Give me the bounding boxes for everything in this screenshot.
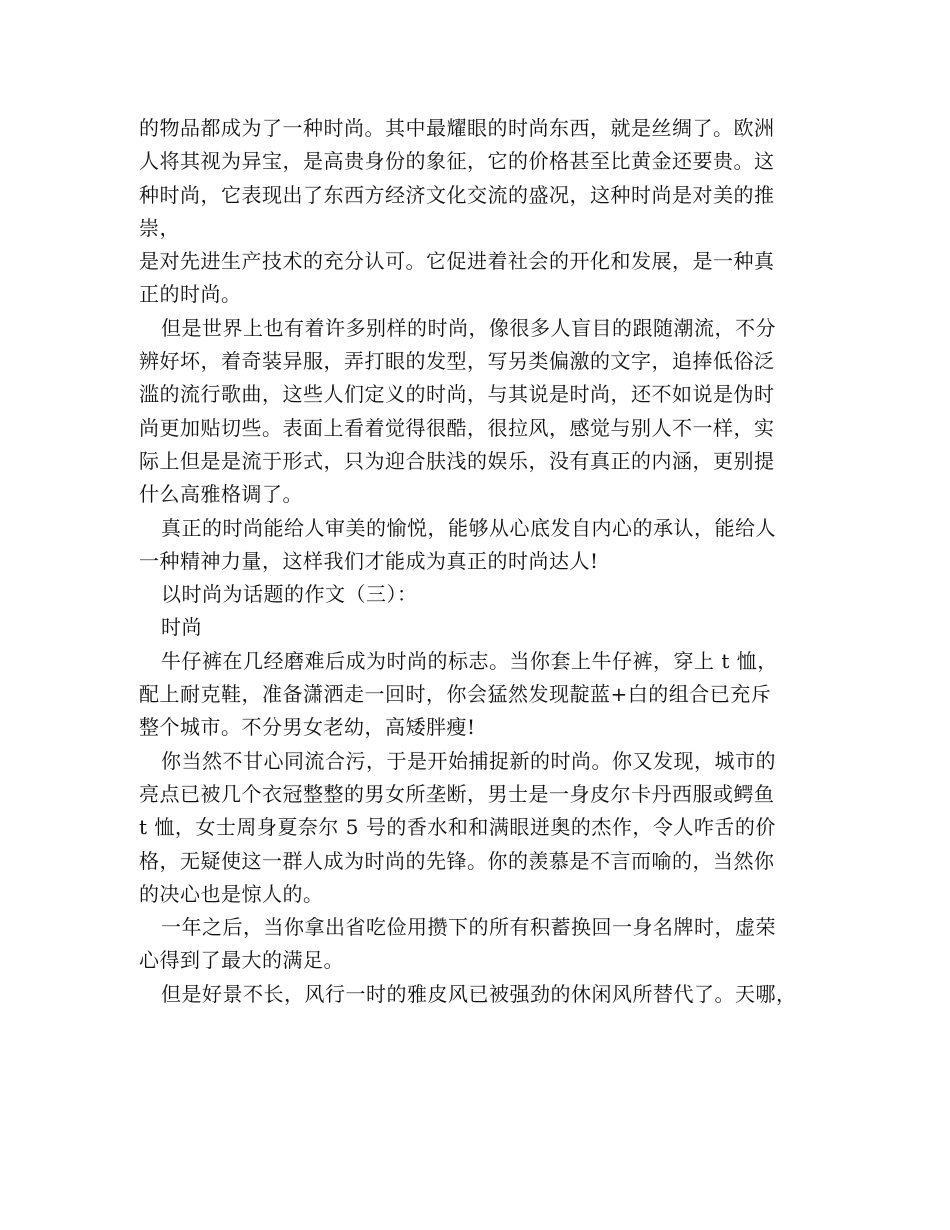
text-line: 种时尚，它表现出了东西方经济文化交流的盛况，这种时尚是对美的推 xyxy=(139,182,775,207)
text-line: 格，无疑使这一群人成为时尚的先锋。你的羡慕是不言而喻的，当然你 xyxy=(139,848,775,873)
text-line: 时尚 xyxy=(161,615,202,640)
text-line: 牛仔裤在几经磨难后成为时尚的标志。当你套上牛仔裤，穿上 t 恤， xyxy=(161,648,778,673)
text-line: 一年之后，当你拿出省吃俭用攒下的所有积蓄换回一身名牌时，虚荣 xyxy=(161,915,776,940)
text-line: 崇， xyxy=(139,215,180,240)
text-line: t 恤，女士周身夏奈尔 5 号的香水和和满眼迸奥的杰作，令人咋舌的价 xyxy=(139,815,776,840)
text-line: 什么高雅格调了。 xyxy=(139,482,303,507)
text-line: 的决心也是惊人的。 xyxy=(139,881,324,906)
text-line: 你当然不甘心同流合污，于是开始捕捉新的时尚。你又发现，城市的 xyxy=(161,748,776,773)
text-line: 人将其视为异宝，是高贵身份的象征，它的价格甚至比黄金还要贵。这 xyxy=(139,149,775,174)
text-line: 尚更加贴切些。表面上看着觉得很酷，很拉风，感觉与别人不一样，实 xyxy=(139,415,775,440)
text-line: 但是好景不长，风行一时的雅皮风已被强劲的休闲风所替代了。天哪， xyxy=(161,981,797,1006)
text-line: 一种精神力量，这样我们才能成为真正的时尚达人! xyxy=(139,548,599,573)
text-line: 配上耐克鞋，准备潇洒走一回时，你会猛然发现靛蓝+白的组合已充斥 xyxy=(139,682,772,707)
text-line: 心得到了最大的满足。 xyxy=(139,948,344,973)
text-line: 正的时尚。 xyxy=(139,282,242,307)
text-line: 亮点已被几个衣冠整整的男女所垄断，男士是一身皮尔卡丹西服或鳄鱼 xyxy=(139,781,775,806)
text-line: 滥的流行歌曲，这些人们定义的时尚，与其说是时尚，还不如说是伪时 xyxy=(139,382,775,407)
text-line: 整个城市。不分男女老幼，高矮胖瘦! xyxy=(139,715,476,740)
text-line: 的物品都成为了一种时尚。其中最耀眼的时尚东西，就是丝绸了。欧洲 xyxy=(139,116,775,140)
document-body xyxy=(139,112,829,1011)
text-line: 真正的时尚能给人审美的愉悦，能够从心底发自内心的承认，能给人 xyxy=(161,515,776,540)
text-line: 辨好坏，着奇装异服，弄打眼的发型，写另类偏激的文字，追捧低俗泛 xyxy=(139,349,775,374)
text-line: 是对先进生产技术的充分认可。它促进着社会的开化和发展，是一种真 xyxy=(139,249,775,274)
text-line: 际上但是是流于形式，只为迎合肤浅的娱乐，没有真正的内涵，更别提 xyxy=(139,448,775,473)
text-line: 但是世界上也有着许多别样的时尚，像很多人盲目的跟随潮流，不分 xyxy=(161,315,776,340)
text-line: 以时尚为话题的作文（三）： xyxy=(161,582,418,607)
